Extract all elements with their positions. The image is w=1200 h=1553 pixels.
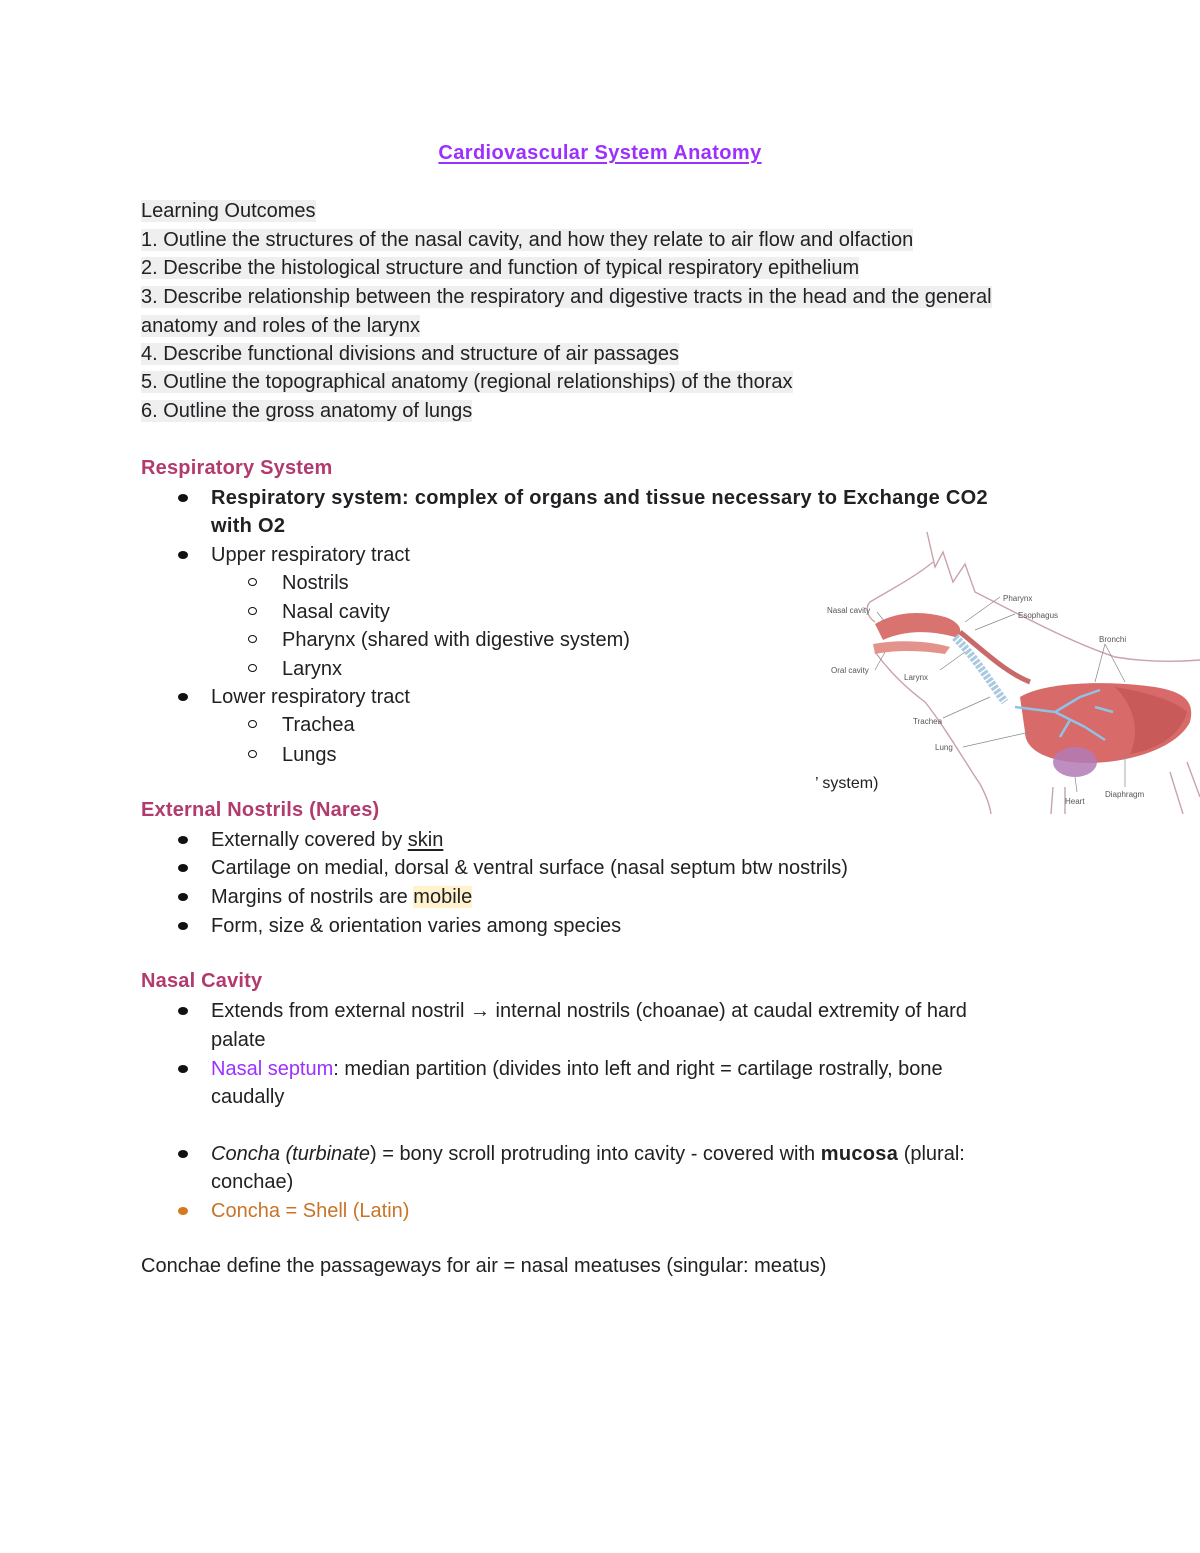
nostrils-item-cartilage: Cartilage on medial, dorsal & ventral surface (nasal septum btw nostrils): [211, 857, 848, 879]
learning-outcome-3-cont: anatomy and roles of the larynx: [141, 315, 421, 337]
bullet-icon: [178, 494, 188, 502]
nasal-item-extends-line2: palate: [211, 1029, 266, 1051]
label-diaphragm: Diaphragm: [1105, 790, 1145, 799]
label-trachea: Trachea: [913, 717, 943, 726]
label-bronchi: Bronchi: [1099, 635, 1127, 644]
sub-bullet-icon: [248, 635, 257, 643]
nasal-cavity-heading: Nasal Cavity: [141, 970, 263, 992]
nasal-item-septum-line1: Nasal septum: median partition (divides into left and right = cartilage rostrally, bone: [211, 1058, 943, 1080]
heart-shape: [1053, 747, 1097, 777]
learning-outcome-1: 1. Outline the structures of the nasal cavity, and how they relate to air flow and olfaction: [141, 229, 914, 251]
bullet-icon: [178, 1207, 188, 1215]
bullet-icon: [178, 1007, 188, 1015]
respiratory-definition-line1: Respiratory system: complex of organs and tissue necessary to Exchange CO2: [211, 487, 988, 509]
external-nostrils-heading: External Nostrils (Nares): [141, 799, 380, 821]
label-pharynx: Pharynx: [1003, 594, 1033, 603]
learning-outcome-2: 2. Describe the histological structure and function of typical respiratory epithelium: [141, 257, 860, 279]
label-nasal-cavity: Nasal cavity: [827, 606, 871, 615]
nasal-item-extends-line1: Extends from external nostril → internal nostrils (choanae) at caudal extremity of hard: [211, 1000, 967, 1022]
respiratory-definition-line2: with O2: [211, 515, 286, 537]
learning-outcome-5: 5. Outline the topographical anatomy (regional relationships) of the thorax: [141, 371, 793, 393]
lower-respiratory-tract: Lower respiratory tract: [211, 686, 410, 708]
learning-outcome-6: 6. Outline the gross anatomy of lungs: [141, 400, 473, 422]
upper-item-nasal-cavity: Nasal cavity: [282, 601, 390, 623]
upper-item-pharynx: Pharynx (shared with digestive system): [282, 629, 630, 651]
nasal-item-concha-latin: Concha = Shell (Latin): [211, 1200, 410, 1222]
learning-outcome-4: 4. Describe functional divisions and structure of air passages: [141, 343, 680, 365]
sub-bullet-icon: [248, 750, 257, 758]
upper-item-larynx: Larynx: [282, 658, 343, 680]
nostrils-item-skin: Externally covered by skin: [211, 829, 444, 851]
respiratory-system-heading: Respiratory System: [141, 457, 333, 479]
concha-term: Concha (turbinate: [211, 1143, 370, 1165]
label-lung: Lung: [935, 743, 953, 752]
dog-respiratory-diagram: [815, 522, 1200, 814]
nasal-item-concha-line2: conchae): [211, 1171, 294, 1193]
upper-respiratory-tract: Upper respiratory tract: [211, 544, 410, 566]
bullet-icon: [178, 1150, 188, 1158]
conchae-closing-line: Conchae define the passageways for air = nasal meatuses (singular: meatus): [141, 1255, 827, 1277]
nostrils-item-mobile: Margins of nostrils are mobile: [211, 886, 473, 908]
bullet-icon: [178, 864, 188, 872]
learning-outcome-3: 3. Describe relationship between the respiratory and digestive tracts in the head and the general: [141, 286, 992, 308]
lower-item-lungs: Lungs: [282, 744, 337, 766]
bullet-icon: [178, 551, 188, 559]
nasal-item-septum-line2: caudally: [211, 1086, 285, 1108]
bullet-icon: [178, 836, 188, 844]
nasal-cavity-shape: [875, 613, 960, 640]
sub-bullet-icon: [248, 664, 257, 672]
bullet-icon: [178, 893, 188, 901]
dog-outline-back: [927, 532, 1200, 661]
sub-bullet-icon: [248, 578, 257, 586]
nasal-septum-term: Nasal septum: [211, 1058, 334, 1080]
figure-caption-fragment: ’ system): [815, 775, 879, 792]
dog-outline-chest: [875, 652, 991, 814]
mobile-highlight: mobile: [413, 886, 473, 908]
bullet-icon: [178, 693, 188, 701]
document-title: Cardiovascular System Anatomy: [438, 142, 762, 164]
bullet-icon: [178, 922, 188, 930]
lower-item-trachea: Trachea: [282, 714, 355, 736]
sub-bullet-icon: [248, 607, 257, 615]
label-esophagus: Esophagus: [1018, 611, 1059, 620]
dog-outline-head: [867, 562, 933, 622]
nasal-item-concha-line1: Concha (turbinate) = bony scroll protruding into cavity - covered with mucosa (plural:: [211, 1143, 965, 1165]
nostrils-item-form: Form, size & orientation varies among species: [211, 915, 622, 937]
respiratory-anatomy-figure: [815, 522, 1200, 814]
mucosa-term: mucosa: [820, 1143, 899, 1165]
learning-outcomes-heading: Learning Outcomes: [141, 200, 316, 222]
label-oral-cavity: Oral cavity: [831, 666, 869, 675]
skin-link[interactable]: skin: [407, 829, 444, 851]
bullet-icon: [178, 1065, 188, 1073]
label-heart: Heart: [1065, 797, 1085, 806]
upper-item-nostrils: Nostrils: [282, 572, 349, 594]
label-larynx: Larynx: [904, 673, 929, 682]
sub-bullet-icon: [248, 720, 257, 728]
